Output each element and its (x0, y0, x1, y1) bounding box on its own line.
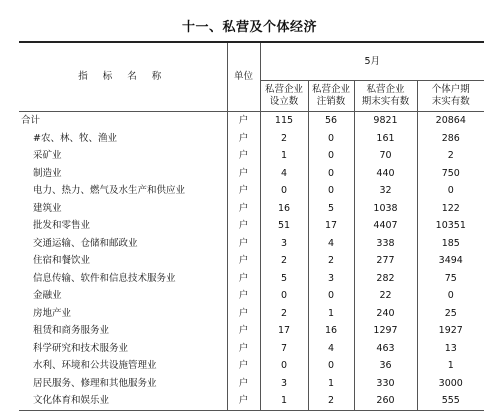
cell-private-total: 463 (354, 340, 417, 358)
cell-individual-total: 750 (441, 167, 460, 179)
table-row (19, 200, 484, 218)
indicator-name-header: 指 标 名 称 (19, 42, 227, 112)
row-unit: 户 (227, 130, 260, 148)
cell-established-count: 3 (260, 375, 308, 393)
cell-established-count: 17 (260, 322, 308, 340)
page-title: 十一、私营及个体经济 (181, 20, 317, 35)
cell-individual-total: 20864 (435, 115, 466, 126)
row-indicator-name: 批发和零售业 (19, 217, 227, 235)
row-indicator-name: 电力、热力、燃气及水生产和供应业 (19, 182, 227, 200)
row-indicator-name: 采矿业 (19, 147, 227, 165)
row-unit: 户 (227, 392, 260, 410)
row-unit: 户 (227, 182, 260, 200)
table-row (19, 112, 484, 130)
cell-individual-total: 0 (447, 185, 454, 196)
table-body (19, 112, 484, 411)
cell-individual-total: 13 (444, 342, 457, 354)
row-unit: 户 (227, 375, 260, 393)
column-header-private-total: 私营企业 期末实有数 (354, 81, 417, 112)
cell-individual-total: 1927 (438, 325, 463, 336)
cell-individual-total: 10351 (435, 220, 466, 231)
row-indicator-name: 文化体育和娱乐业 (19, 392, 227, 410)
cell-individual-total: 25 (444, 307, 457, 319)
cell-private-total: 330 (354, 375, 417, 393)
row-unit: 户 (227, 217, 260, 235)
cell-private-total: 32 (354, 182, 417, 200)
cell-cancelled-count: 0 (308, 165, 354, 183)
table-row (19, 392, 484, 410)
row-unit: 户 (227, 147, 260, 165)
cell-private-total: 70 (354, 147, 417, 165)
column-header-cancelled: 私营企业 注销数 (308, 81, 354, 112)
row-unit: 户 (227, 322, 260, 340)
cell-cancelled-count: 0 (308, 182, 354, 200)
row-unit: 户 (227, 305, 260, 323)
cell-established-count: 0 (260, 287, 308, 305)
cell-individual-total: 185 (441, 237, 460, 249)
row-unit: 户 (227, 270, 260, 288)
cell-established-count: 51 (260, 217, 308, 235)
table-row (19, 252, 484, 270)
cell-cancelled-count: 17 (308, 217, 354, 235)
row-indicator-name: 租赁和商务服务业 (19, 322, 227, 340)
cell-cancelled-count: 4 (308, 340, 354, 358)
row-indicator-name: 房地产业 (19, 305, 227, 323)
cell-individual-total: 3000 (438, 377, 463, 389)
table-row (19, 130, 484, 148)
cell-established-count: 3 (260, 235, 308, 253)
row-indicator-name: 建筑业 (19, 200, 227, 218)
cell-cancelled-count: 4 (308, 235, 354, 253)
table-row (19, 182, 484, 200)
cell-private-total: 36 (354, 357, 417, 375)
cell-private-total: 9821 (354, 112, 417, 130)
month-header: 5月 (260, 42, 484, 81)
cell-private-total: 338 (354, 235, 417, 253)
cell-established-count: 2 (260, 130, 308, 148)
cell-cancelled-count: 2 (308, 392, 354, 410)
cell-cancelled-count: 0 (308, 287, 354, 305)
cell-individual-total: 555 (417, 392, 484, 410)
cell-established-count: 1 (260, 147, 308, 165)
cell-established-count: 2 (260, 305, 308, 323)
column-header-established: 私营企业 设立数 (260, 81, 308, 112)
cell-established-count: 16 (260, 200, 308, 218)
table-row (19, 287, 484, 305)
cell-private-total: 4407 (354, 217, 417, 235)
row-unit: 户 (227, 200, 260, 218)
cell-cancelled-count: 5 (308, 200, 354, 218)
row-unit: 户 (227, 112, 260, 130)
cell-private-total: 440 (354, 165, 417, 183)
cell-established-count: 2 (260, 252, 308, 270)
row-indicator-name: 交通运输、仓储和邮政业 (19, 235, 227, 253)
row-indicator-name: 科学研究和技术服务业 (19, 340, 227, 358)
cell-individual-total: 0 (447, 290, 454, 301)
table-row (19, 340, 484, 358)
cell-individual-total: 1 (447, 360, 454, 371)
private-individual-economy-table (19, 41, 484, 411)
row-indicator-name: 合计 (19, 112, 227, 130)
row-unit: 户 (227, 165, 260, 183)
cell-established-count: 115 (260, 112, 308, 130)
row-unit: 户 (227, 357, 260, 375)
cell-cancelled-count: 0 (308, 130, 354, 148)
row-indicator-name: 居民服务、修理和其他服务业 (19, 375, 227, 393)
cell-private-total: 1038 (354, 200, 417, 218)
cell-established-count: 5 (260, 270, 308, 288)
cell-individual-total: 286 (441, 132, 460, 144)
cell-individual-total: 75 (444, 272, 457, 284)
row-indicator-name: 水利、环境和公共设施管理业 (19, 357, 227, 375)
cell-private-total: 240 (354, 305, 417, 323)
row-unit: 户 (227, 287, 260, 305)
cell-private-total: 282 (354, 270, 417, 288)
cell-cancelled-count: 56 (308, 112, 354, 130)
row-indicator-name: 住宿和餐饮业 (19, 252, 227, 270)
table-row (19, 305, 484, 323)
cell-private-total: 161 (354, 130, 417, 148)
cell-established-count: 7 (260, 340, 308, 358)
table-row (19, 270, 484, 288)
cell-cancelled-count: 2 (308, 252, 354, 270)
table-row (19, 235, 484, 253)
cell-private-total: 277 (354, 252, 417, 270)
cell-individual-total: 2 (447, 150, 454, 161)
row-indicator-name: 制造业 (19, 165, 227, 183)
table-row (19, 217, 484, 235)
cell-cancelled-count: 3 (308, 270, 354, 288)
row-unit: 户 (227, 252, 260, 270)
cell-individual-total: 122 (441, 202, 460, 214)
cell-established-count: 4 (260, 165, 308, 183)
cell-cancelled-count: 16 (308, 322, 354, 340)
column-header-individual-total: 个体户期 末实有数 (417, 81, 484, 112)
table-row (19, 165, 484, 183)
table-row (19, 357, 484, 375)
cell-cancelled-count: 1 (308, 375, 354, 393)
table-row (19, 375, 484, 393)
cell-cancelled-count: 0 (308, 357, 354, 375)
row-unit: 户 (227, 340, 260, 358)
cell-private-total: 22 (354, 287, 417, 305)
cell-private-total: 260 (354, 392, 417, 410)
row-indicator-name: 金融业 (19, 287, 227, 305)
unit-header: 单位 (227, 42, 260, 112)
cell-cancelled-count: 0 (308, 147, 354, 165)
cell-individual-total: 3494 (438, 255, 463, 266)
cell-established-count: 0 (260, 357, 308, 375)
table-row (19, 322, 484, 340)
cell-established-count: 0 (260, 182, 308, 200)
table-row (19, 147, 484, 165)
row-unit: 户 (227, 235, 260, 253)
cell-established-count: 1 (260, 392, 308, 410)
row-indicator-name: #农、林、牧、渔业 (19, 130, 227, 148)
cell-private-total: 1297 (354, 322, 417, 340)
cell-cancelled-count: 1 (308, 305, 354, 323)
row-indicator-name: 信息传输、软件和信息技术服务业 (19, 270, 227, 288)
